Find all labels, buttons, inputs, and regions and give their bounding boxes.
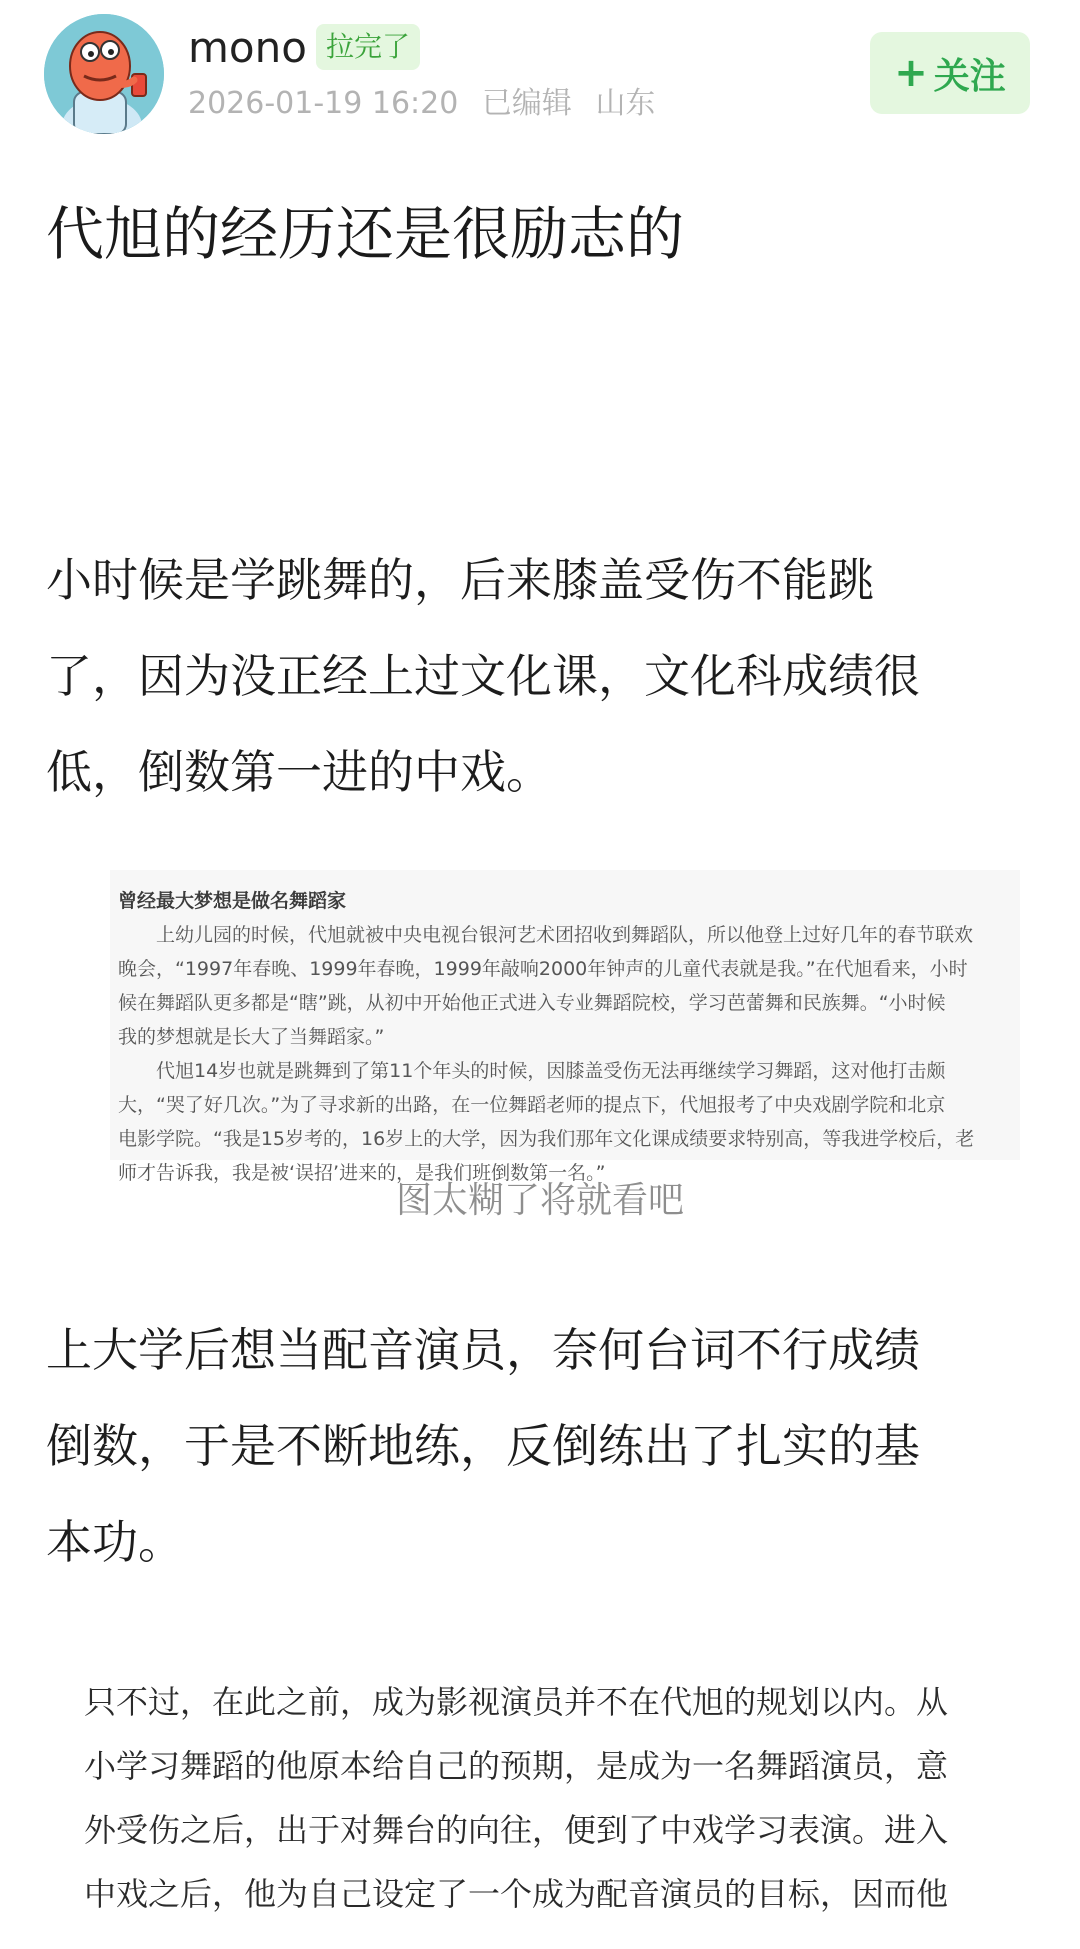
plus-icon: + [894, 50, 928, 96]
avatar[interactable] [44, 14, 164, 134]
quote-line: 外受伤之后，出于对舞台的向往，便到了中戏学习表演。进入 [84, 1811, 949, 1849]
image-caption: 图太糊了将就看吧 [395, 1180, 684, 1221]
edited-label: 已编辑 [481, 86, 572, 121]
location-label: 山东 [595, 86, 656, 121]
scanned-line: 候在舞蹈队更多都是“瞎”跳，从初中开始他正式进入专业舞蹈院校，学习芭蕾舞和民族舞。“小时候 [118, 992, 946, 1014]
paragraph-line: 了，因为没正经上过文化课，文化科成绩很 [46, 649, 920, 703]
status-badge: 拉完了 [316, 24, 420, 70]
quote-line: 小学习舞蹈的他原本给自己的预期，是成为一名舞蹈演员，意 [84, 1747, 949, 1785]
embedded-scanned-image[interactable] [110, 870, 1020, 1184]
post-title: 代旭的经历还是很励志的 [46, 200, 685, 268]
post-meta [188, 84, 669, 124]
author-name[interactable]: mono [188, 23, 307, 72]
quote-line: 只不过，在此之前，成为影视演员并不在代旭的规划以内。从 [84, 1683, 949, 1721]
scanned-line: 电影学院。“我是15岁考的，16岁上的大学，因为我们那年文化课成绩要求特别高，等我进学校后，老 [118, 1128, 975, 1150]
scanned-line: 师才告诉我，我是被‘误招’进来的，是我们班倒数第一名。” [118, 1162, 606, 1184]
scanned-line: 我的梦想就是长大了当舞蹈家。” [118, 1026, 385, 1048]
scanned-line: 代旭14岁也就是跳舞到了第11个年头的时候，因膝盖受伤无法再继续学习舞蹈，这对他打击颇 [118, 1060, 946, 1082]
scanned-line: 晚会，“1997年春晚、1999年春晚，1999年敲响2000年钟声的儿童代表就是我。”在代旭看来，小时 [118, 958, 968, 980]
scanned-line: 大，“哭了好几次。”为了寻求新的出路，在一位舞蹈老师的提点下，代旭报考了中央戏剧学院和北京 [118, 1094, 946, 1116]
scanned-heading: 曾经最大梦想是做名舞蹈家 [118, 890, 347, 912]
quote-line: 中戏之后，他为自己设定了一个成为配音演员的目标，因而他 [84, 1875, 949, 1913]
paragraph-line: 小时候是学跳舞的，后来膝盖受伤不能跳 [46, 553, 874, 607]
post-header [0, 0, 1080, 150]
quoted-text [84, 1670, 1024, 1926]
scanned-line: 上幼儿园的时候，代旭就被中央电视台银河艺术团招收到舞蹈队，所以他登上过好几年的春节联欢 [118, 924, 974, 946]
post-timestamp: 2026-01-19 16:20 [188, 86, 459, 121]
paragraph-1 [46, 532, 1036, 820]
paragraph-line: 上大学后想当配音演员，奈何台词不行成绩 [46, 1323, 920, 1377]
cartoon-character-avatar-icon [44, 14, 164, 134]
follow-label: 关注 [933, 55, 1006, 97]
paragraph-2 [46, 1302, 1036, 1590]
paragraph-line: 倒数，于是不断地练，反倒练出了扎实的基 [46, 1419, 920, 1473]
scanned-text [118, 884, 974, 1190]
paragraph-line: 本功。 [46, 1515, 184, 1569]
follow-button[interactable] [870, 32, 1030, 114]
paragraph-line: 低，倒数第一进的中戏。 [46, 745, 552, 799]
